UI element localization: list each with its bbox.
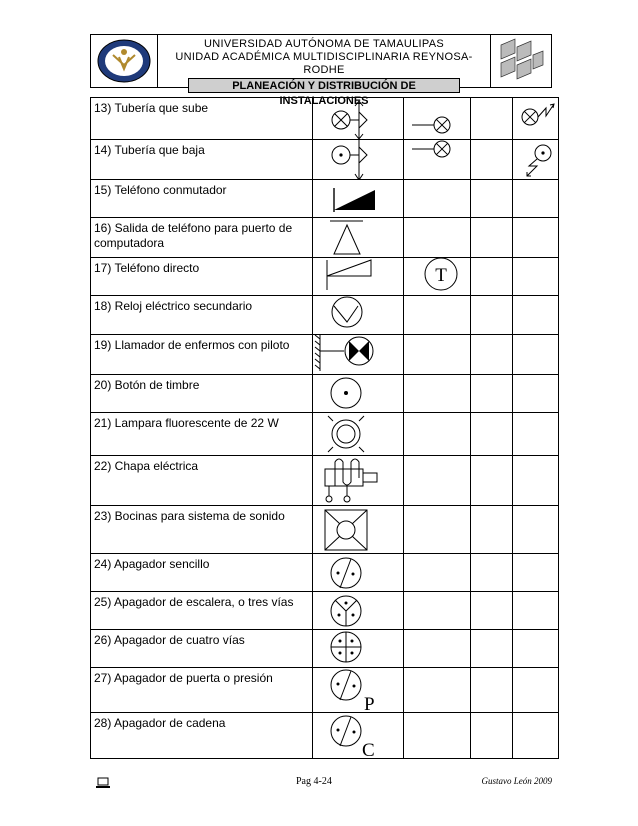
symbol-empty [513,180,559,218]
symbol-empty [471,258,513,296]
table-row [91,668,559,713]
symbol-empty [404,456,471,506]
row-label: 14) Tubería que baja [91,140,313,180]
symbol-empty [404,668,471,713]
university-name: UNIVERSIDAD AUTÓNOMA DE TAMAULIPAS [203,38,445,50]
row-label: 27) Apagador de puerta o presión [91,668,313,713]
row-label: 21) Lampara fluorescente de 22 W [91,413,313,456]
row-label: 19) Llamador de enfermos con piloto [91,335,313,375]
symbol-tuberia-sube-alt [404,98,471,140]
symbol-bocinas-sonido [313,506,404,554]
symbol-empty [404,506,471,554]
symbol-empty [513,218,559,258]
page-footer [96,776,552,790]
symbol-telefono-conmutador [313,180,404,218]
table-row [91,335,559,375]
page-number: Pag 4-24 [296,776,332,787]
symbol-empty [404,296,471,335]
university-logo [91,35,158,87]
unit-logo [490,35,551,87]
symbol-empty [404,554,471,592]
symbol-empty [513,296,559,335]
symbol-empty [404,713,471,759]
symbol-empty [471,375,513,413]
row-label: 22) Chapa eléctrica [91,456,313,506]
symbol-tuberia-sube-flecha [513,98,559,140]
symbol-chapa-electrica [313,456,404,506]
row-label: 28) Apagador de cadena [91,713,313,759]
symbol-empty [471,592,513,630]
table-row [91,296,559,335]
symbol-empty [471,456,513,506]
table-row [91,592,559,630]
symbol-empty [471,335,513,375]
symbol-tuberia-sube [313,98,404,140]
symbol-telefono-directo-t [404,258,471,296]
symbol-empty [513,630,559,668]
svg-text:P: P [364,694,375,713]
symbol-tuberia-baja-flecha [513,140,559,180]
symbol-empty [404,592,471,630]
symbol-empty [513,506,559,554]
symbol-empty [513,375,559,413]
table-row [91,630,559,668]
symbol-empty [404,218,471,258]
row-label: 24) Apagador sencillo [91,554,313,592]
symbol-apagador-cuatro-vias [313,630,404,668]
symbol-empty [513,413,559,456]
computer-icon [96,777,110,792]
symbol-empty [404,413,471,456]
table-row [91,140,559,180]
author-credit: Gustavo León 2009 [481,776,552,786]
symbol-table [90,97,559,759]
table-row [91,713,559,759]
symbol-apagador-tres-vias [313,592,404,630]
symbol-empty [471,180,513,218]
symbol-tuberia-baja-alt [404,140,471,180]
svg-text:C: C [362,740,375,759]
symbol-empty [471,668,513,713]
symbol-boton-timbre [313,375,404,413]
symbol-empty [404,180,471,218]
row-label: 23) Bocinas para sistema de sonido [91,506,313,554]
table-row [91,554,559,592]
row-label: 13) Tubería que sube [91,98,313,140]
symbol-empty [471,218,513,258]
row-label: 16) Salida de teléfono para puerto de computadora [91,218,313,258]
symbol-empty [404,375,471,413]
symbol-empty [471,140,513,180]
svg-text:T: T [435,265,447,286]
table-row [91,180,559,218]
table-row [91,218,559,258]
table-row [91,456,559,506]
academic-unit: UNIDAD ACADÉMICA MULTIDISCIPLINARIA REYNOSA-RODHE [175,51,473,76]
symbol-empty [513,554,559,592]
symbol-empty [513,592,559,630]
symbol-apagador-puerta [313,668,404,713]
row-label: 20) Botón de timbre [91,375,313,413]
table-row [91,375,559,413]
symbol-empty [471,506,513,554]
symbol-empty [513,456,559,506]
symbol-empty [513,258,559,296]
row-label: 26) Apagador de cuatro vías [91,630,313,668]
row-label: 15) Teléfono conmutador [91,180,313,218]
table-row [91,413,559,456]
course-title: PLANEACIÓN Y DISTRIBUCIÓN DE INSTALACIONES [188,78,460,93]
symbol-apagador-sencillo [313,554,404,592]
symbol-empty [471,98,513,140]
symbol-empty [471,554,513,592]
symbol-empty [404,630,471,668]
symbol-empty [404,335,471,375]
row-label: 25) Apagador de escalera, o tres vías [91,592,313,630]
symbol-salida-telefono-computadora [313,218,404,258]
symbol-tuberia-baja [313,140,404,180]
row-label: 18) Reloj eléctrico secundario [91,296,313,335]
table-row [91,258,559,296]
symbol-empty [513,668,559,713]
row-label: 17) Teléfono directo [91,258,313,296]
document-header [90,34,552,107]
symbol-empty [471,713,513,759]
symbol-empty [513,335,559,375]
symbol-apagador-cadena [313,713,404,759]
symbol-empty [513,713,559,759]
symbol-empty [471,630,513,668]
table-row [91,506,559,554]
symbol-lampara-fluorescente [313,413,404,456]
symbol-empty [471,413,513,456]
symbol-reloj-electrico [313,296,404,335]
symbol-llamador-enfermos [313,335,404,375]
table-row [91,98,559,140]
symbol-empty [471,296,513,335]
symbol-telefono-directo [313,258,404,296]
